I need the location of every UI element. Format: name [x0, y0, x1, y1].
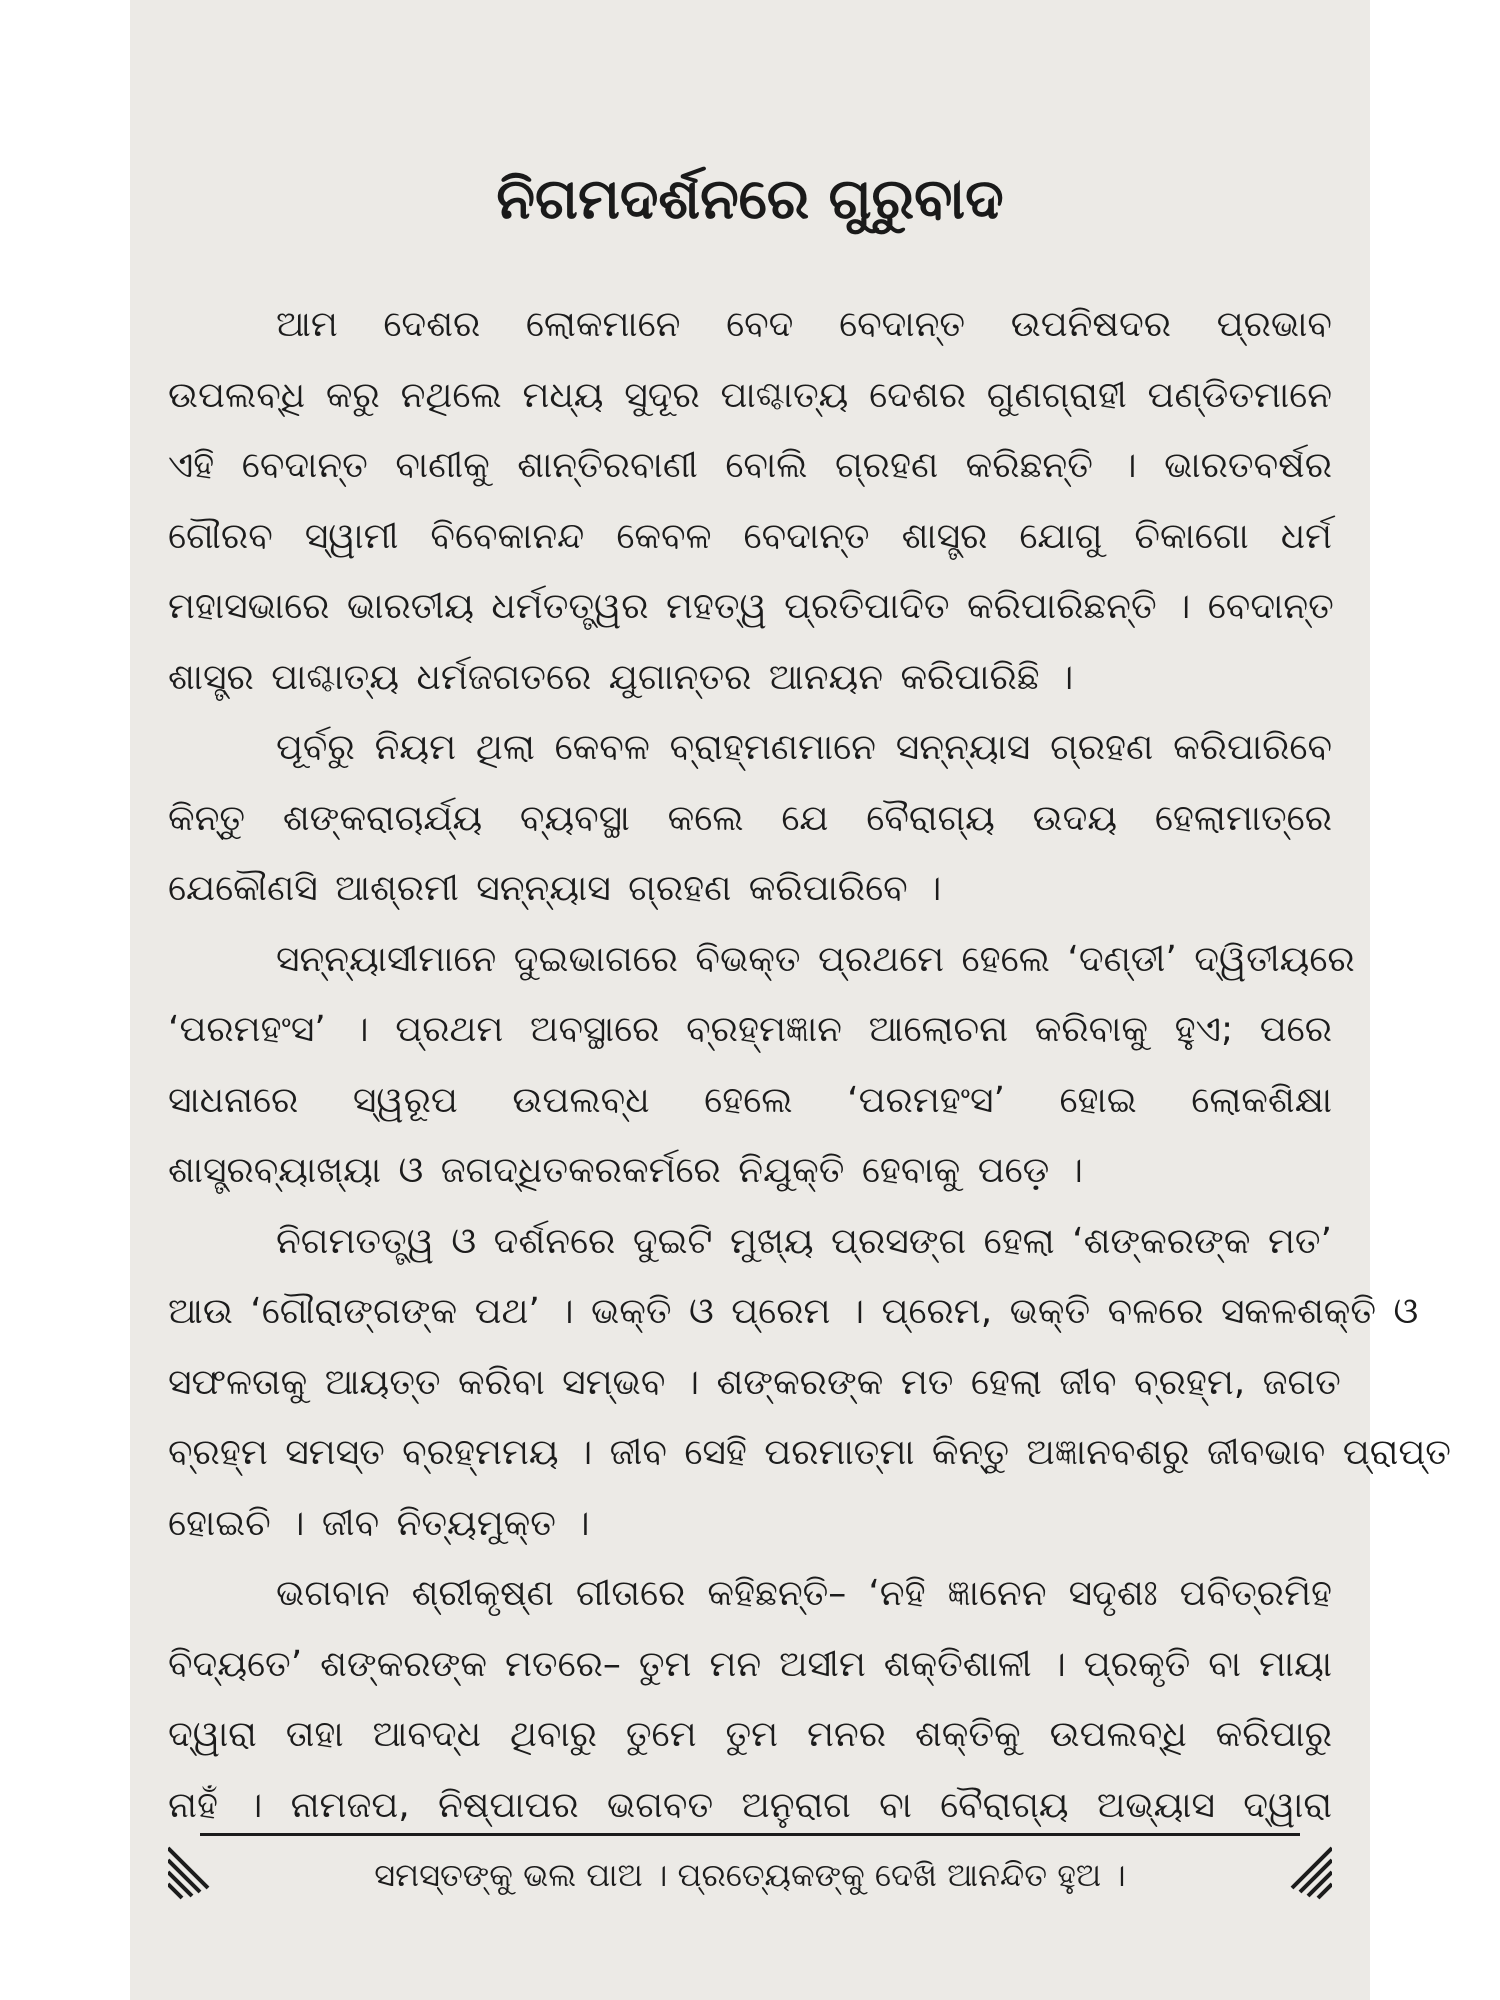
text-line: ଶାସ୍ତ୍ରବ୍ୟାଖ୍ୟା ଓ ଜଗଦ୍ଧିତକରକର୍ମରେ ନିଯୁକ୍ତି ହେବାକୁ ପଡ଼େ । [168, 1150, 1083, 1191]
text-line: ମହାସଭାରେ ଭାରତୀୟ ଧର୍ମତତ୍ତ୍ୱର ମହତ୍ୱ ପ୍ରତିପାଦିତ କରିପାରିଛନ୍ତି । ବେଦାନ୍ତ [168, 586, 1334, 627]
text-line: ଆଉ ‘ଗୌରାଙ୍ଗଙ୍କ ପଥ’ । ଭକ୍ତି ଓ ପ୍ରେମ । ପ୍ରେମ, ଭକ୍ତି ବଳରେ ସକଳଶକ୍ତି ଓ [168, 1291, 1419, 1332]
text-line: ହୋଇଚି । ଜୀବ ନିତ୍ୟମୁକ୍ତ । [168, 1502, 590, 1544]
text-line: ଏହି ବେଦାନ୍ତ ବାଣୀକୁ ଶାନ୍ତିରବାଣୀ ବୋଲି ଗ୍ରହଣ କରିଛନ୍ତି । ଭାରତବର୍ଷର [168, 445, 1332, 486]
text-line: ସଫଳତାକୁ ଆୟତ୍ତ କରିବା ସମ୍ଭବ । ଶଙ୍କରଙ୍କ ମତ ହେଲା ଜୀବ ବ୍ରହ୍ମ, ଜଗତ [168, 1361, 1341, 1403]
text-line: ‘ପରମହଂସ’ । ପ୍ରଥମ ଅବସ୍ଥାରେ ବ୍ରହ୍ମଜ୍ଞାନ ଆଲୋଚନା କରିବାକୁ ହୁଏ; ପରେ [168, 1009, 1332, 1050]
paragraph-3 [168, 925, 1355, 1207]
text-line: ବ୍ରହ୍ମ ସମସ୍ତ ବ୍ରହ୍ମମୟ । ଜୀବ ସେହି ପରମାତ୍ମା କିନ୍ତୁ ଅଜ୍ଞାନବଶରୁ ଜୀବଭାବ ପ୍ରାପ୍ତ [168, 1432, 1451, 1473]
text-line: ଭଗବାନ ଶ୍ରୀକୃଷ୍ଣ ଗୀତାରେ କହିଛନ୍ତି– ‘ନହି ଜ୍ଞାନେନ ସଦୃଶଃ ପବିତ୍ରମିହ [276, 1573, 1332, 1614]
footer-rule [200, 1833, 1300, 1836]
text-line: ନାହଁ । ନାମଜପ, ନିଷ୍ପାପର ଭଗବତ ଅନୁରାଗ ବା ବୈରାଗ୍ୟ ଅଭ୍ୟାସ ଦ୍ୱାରା [168, 1784, 1332, 1826]
text-line: ଉପଲବ୍ଧି କରୁ ନଥିଲେ ମଧ୍ୟ ସୁଦୂର ପାଶ୍ଚାତ୍ୟ ଦେଶର ଗୁଣଗ୍ରାହୀ ପଣ୍ଡିତମାନେ [168, 374, 1332, 416]
text-line: ବିଦ୍ୟତେ’ ଶଙ୍କରଙ୍କ ମତରେ– ତୁମ ମନ ଅସୀମ ଶକ୍ତିଶାଳୀ । ପ୍ରକୃତି ବା ମାୟା [168, 1643, 1332, 1685]
text-line: ଆମ ଦେଶର ଲୋକମାନେ ବେଦ ବେଦାନ୍ତ ଉପନିଷଦର ପ୍ରଭାବ [276, 304, 1332, 345]
page-title: ନିଗମଦର୍ଶନରେ ଗୁରୁବାଦ [496, 167, 1004, 232]
text-line: ଦ୍ୱାରା ତାହା ଆବଦ୍ଧ ଥିବାରୁ ତୁମେ ତୁମ ମନର ଶକ୍ତିକୁ ଉପଲବ୍ଧି କରିପାରୁ [168, 1714, 1332, 1755]
paragraph-4 [168, 1207, 1451, 1560]
body-text [168, 290, 1451, 1841]
text-line: ପୂର୍ବରୁ ନିୟମ ଥିଲା କେବଳ ବ୍ରାହ୍ମଣମାନେ ସନ୍ନ୍ୟାସ ଗ୍ରହଣ କରିପାରିବେ [276, 727, 1332, 768]
hatch-ornament-right-icon [1272, 1840, 1332, 1900]
text-line: ଶାସ୍ତ୍ର ପାଶ୍ଚାତ୍ୟ ଧର୍ମଜଗତରେ ଯୁଗାନ୍ତର ଆନୟନ କରିପାରିଛି । [168, 656, 1074, 698]
text-line: ସାଧନାରେ ସ୍ୱରୂପ ଉପଲବ୍ଧ ହେଲେ ‘ପରମହଂସ’ ହୋଇ ଲୋକଶିକ୍ଷା [168, 1079, 1332, 1121]
text-line: କିନ୍ତୁ ଶଙ୍କରାଚାର୍ଯ୍ୟ ବ୍ୟବସ୍ଥା କଲେ ଯେ ବୈରାଗ୍ୟ ଉଦୟ ହେଲାମାତ୍ରେ [168, 797, 1332, 839]
paragraph-5 [168, 1559, 1332, 1841]
text-line: ନିଗମତତ୍ତ୍ୱ ଓ ଦର୍ଶନରେ ଦୁଇଟି ମୁଖ୍ୟ ପ୍ରସଙ୍ଗ ହେଲା ‘ଶଙ୍କରଙ୍କ ମତ’ [276, 1220, 1332, 1262]
text-line: ଯେକୌଣସି ଆଶ୍ରମୀ ସନ୍ନ୍ୟାସ ଗ୍ରହଣ କରିପାରିବେ । [168, 868, 942, 909]
paragraph-1 [168, 290, 1332, 713]
text-line: ଗୌରବ ସ୍ୱାମୀ ବିବେକାନନ୍ଦ କେବଳ ବେଦାନ୍ତ ଶାସ୍ତ୍ର ଯୋଗୁ ଚିକାଗୋ ଧର୍ମ [168, 515, 1332, 557]
footer-quote: ସମସ୍ତଙ୍କୁ ଭଲ ପାଅ । ପ୍ରତ୍ୟେକଙ୍କୁ ଦେଖି ଆନନ୍ଦିତ ହୁଅ । [374, 1856, 1126, 1894]
paragraph-2 [168, 713, 1332, 925]
text-line: ସନ୍ନ୍ୟାସୀମାନେ ଦୁଇଭାଗରେ ବିଭକ୍ତ ପ୍ରଥମେ ହେଲେ ‘ଦଣ୍ଡୀ’ ଦ୍ୱିତୀୟରେ [276, 938, 1355, 980]
